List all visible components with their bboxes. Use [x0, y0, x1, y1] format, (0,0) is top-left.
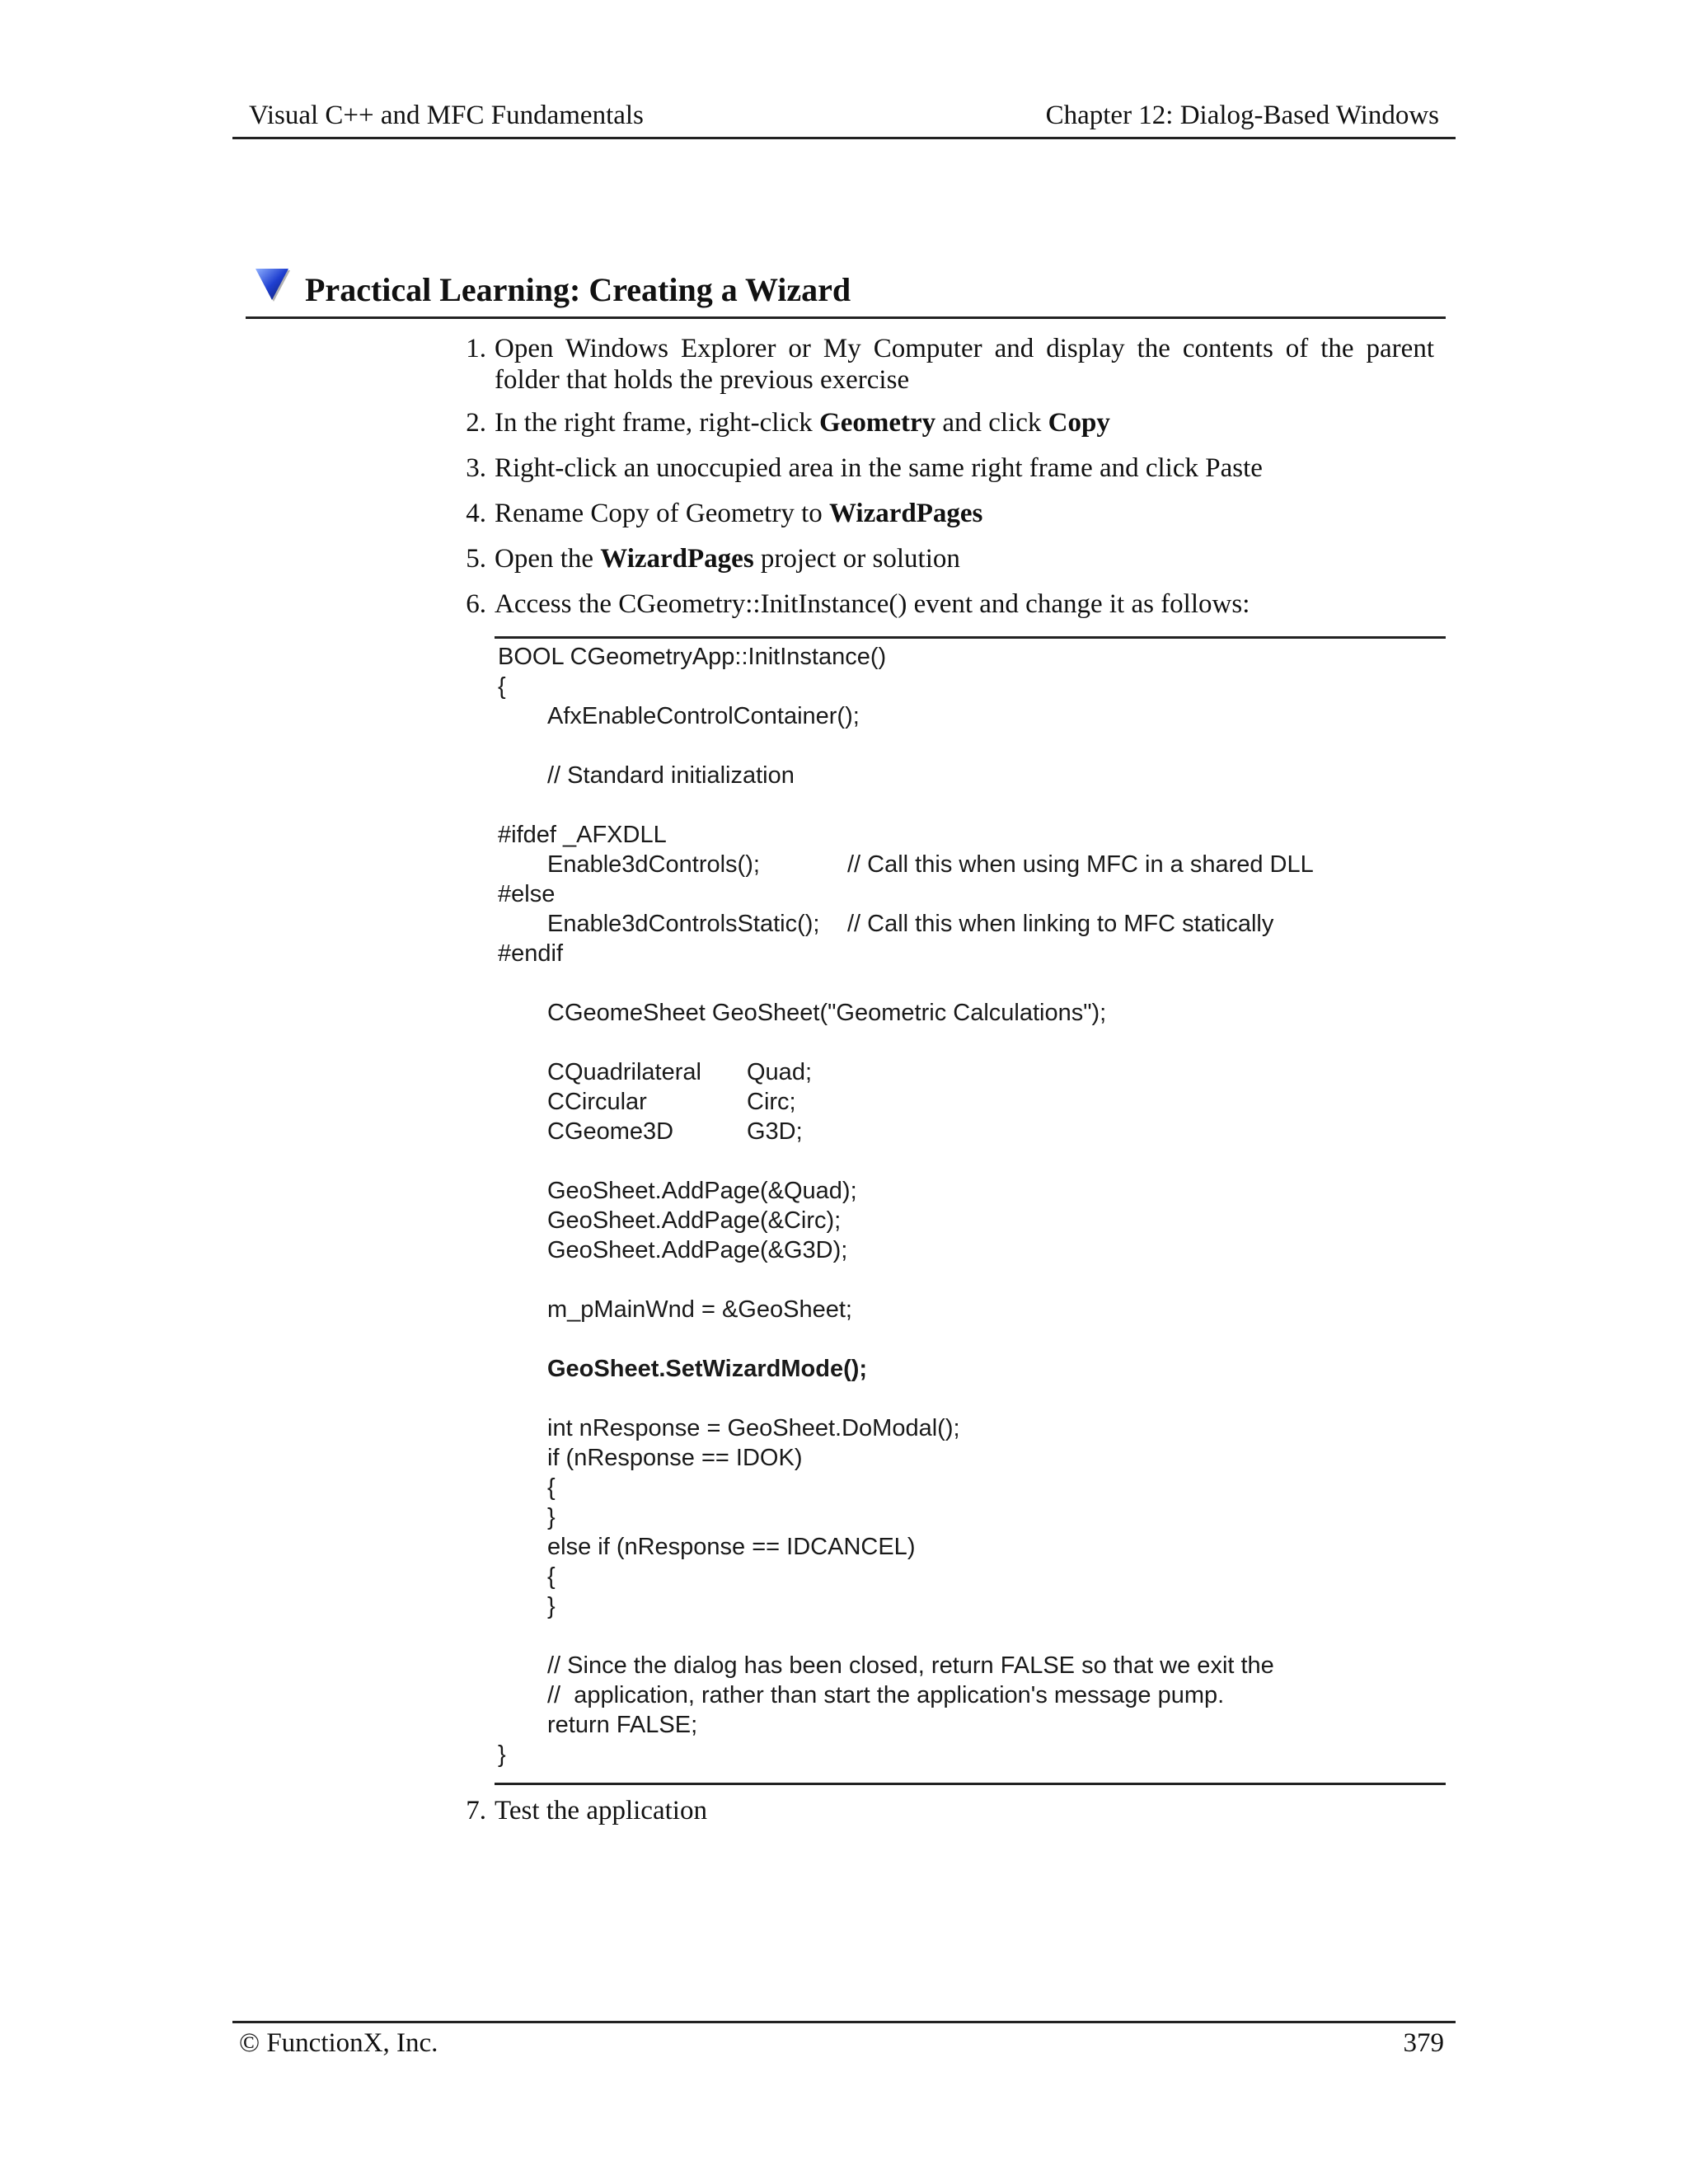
list-item [445, 1795, 1446, 1828]
code-line: #endif [498, 940, 564, 967]
code-line: Quad; [747, 1059, 812, 1085]
list-item [445, 588, 1446, 621]
step-text-part: project or solution [753, 544, 960, 574]
step-number: 7. [466, 1796, 486, 1825]
step-number: 6. [466, 589, 486, 619]
step-text [495, 543, 1434, 574]
code-line: } [547, 1593, 556, 1619]
step-number: 4. [466, 499, 486, 528]
code-line: CQuadrilateral [547, 1059, 701, 1085]
step-text: Access the CGeometry::InitInstance() event and change it as follows: [495, 589, 1250, 619]
step-number: 3. [466, 453, 486, 483]
code-line: } [547, 1504, 556, 1530]
code-line: #else [498, 881, 556, 907]
section-heading [246, 262, 1446, 319]
code-line: int nResponse = GeoSheet.DoModal(); [547, 1415, 960, 1441]
step-number: 1. [466, 334, 486, 363]
page-header [232, 97, 1456, 139]
step-text-part: Open the [495, 544, 601, 574]
code-line: else if (nResponse == IDCANCEL) [547, 1534, 916, 1560]
code-line: { [547, 1474, 556, 1501]
code-line: // application, rather than start the application's message pump. [547, 1682, 1225, 1708]
step-bold-term: Copy [1048, 408, 1110, 438]
code-line: } [498, 1741, 506, 1768]
code-comment: // Call this when linking to MFC statically [847, 911, 1274, 937]
code-line: #ifdef _AFXDLL [498, 822, 667, 848]
code-line: { [547, 1563, 556, 1590]
step-text [495, 407, 1434, 438]
list-item [445, 407, 1446, 440]
code-line: G3D; [747, 1118, 803, 1145]
code-line: Circ; [747, 1089, 796, 1115]
step-text-part: and click [935, 408, 1048, 438]
step-text [495, 498, 1434, 529]
list-item [445, 333, 1446, 399]
code-line: CCircular [547, 1089, 647, 1115]
code-comment: // Call this when using MFC in a shared DLL [847, 851, 1314, 878]
book-title: Visual C++ and MFC Fundamentals [249, 101, 644, 130]
section-title: Practical Learning: Creating a Wizard [305, 271, 851, 308]
step-bold-term: WizardPages [829, 499, 983, 528]
list-item [445, 543, 1446, 576]
list-item [445, 498, 1446, 531]
page-number: 379 [1403, 2028, 1444, 2058]
list-item [445, 452, 1446, 485]
code-line: GeoSheet.AddPage(&Circ); [547, 1207, 842, 1234]
code-line: // Standard initialization [547, 762, 795, 789]
code-line: CGeomeSheet GeoSheet("Geometric Calculations"); [547, 1000, 1107, 1026]
chapter-title: Chapter 12: Dialog-Based Windows [1045, 101, 1439, 130]
step-text: Open Windows Explorer or My Computer and display the contents of the parent folder that holds the previous exercise [495, 334, 1434, 395]
code-line: // Since the dialog has been closed, return FALSE so that we exit the [547, 1652, 1274, 1679]
copyright: © FunctionX, Inc. [239, 2028, 438, 2058]
code-line: Enable3dControlsStatic(); [547, 911, 820, 937]
code-line: GeoSheet.AddPage(&Quad); [547, 1178, 857, 1204]
code-line: CGeome3D [547, 1118, 674, 1145]
code-line: GeoSheet.AddPage(&G3D); [547, 1237, 848, 1263]
code-line: { [498, 673, 506, 700]
step-bold-term: Geometry [819, 408, 936, 438]
step-bold-term: WizardPages [600, 544, 754, 574]
code-block [495, 636, 1446, 1785]
code-line: return FALSE; [547, 1712, 698, 1738]
code-line: BOOL CGeometryApp::InitInstance() [498, 644, 887, 670]
code-line: Enable3dControls(); [547, 851, 760, 878]
step-text-part: In the right frame, right-click [495, 408, 820, 438]
step-text: Test the application [495, 1796, 707, 1825]
blue-triangle-icon [252, 264, 292, 303]
code-line-highlighted: GeoSheet.SetWizardMode(); [547, 1356, 868, 1382]
code-line: AfxEnableControlContainer(); [547, 703, 860, 729]
code-line: m_pMainWnd = &GeoSheet; [547, 1296, 852, 1323]
step-text: Right-click an unoccupied area in the same right frame and click Paste [495, 453, 1263, 483]
page-footer [232, 2021, 1456, 2063]
step-number: 2. [466, 408, 486, 438]
code-line: if (nResponse == IDOK) [547, 1445, 803, 1471]
step-number: 5. [466, 544, 486, 574]
step-text-part: Rename Copy of Geometry to [495, 499, 829, 528]
